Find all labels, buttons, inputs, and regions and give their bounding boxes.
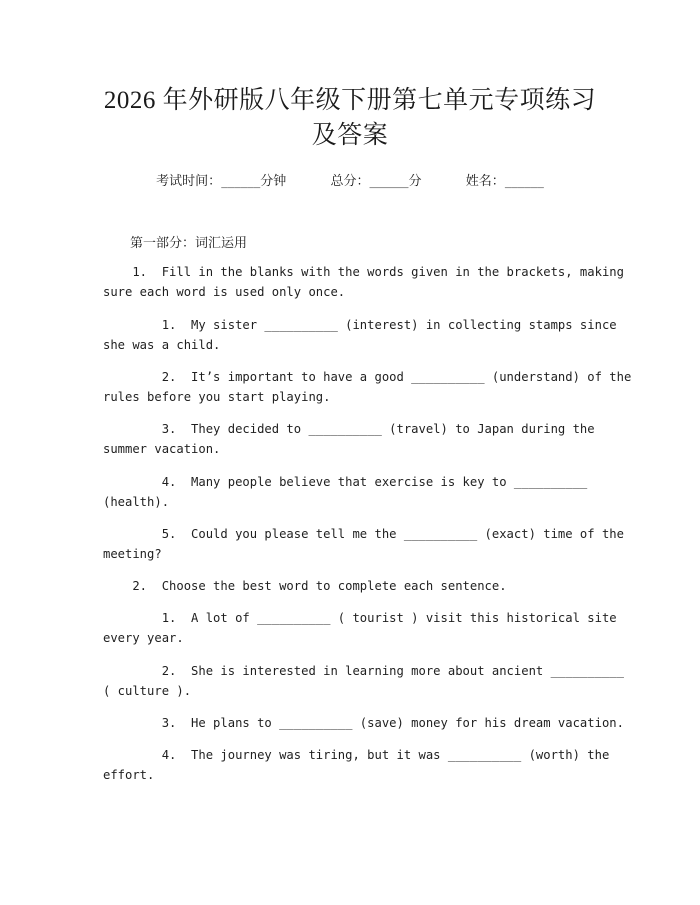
exam-meta-line xyxy=(0,170,700,189)
exercise-paragraph xyxy=(103,315,617,355)
exercise-paragraph xyxy=(103,419,603,459)
exercise-line: sure each word is used only once. xyxy=(103,285,346,299)
exercise-paragraph xyxy=(103,262,624,302)
score-label: 总分： xyxy=(330,174,370,189)
exercise-paragraph xyxy=(103,472,603,512)
exercise-line: 1. My sister __________ (interest) in collecting stamps since xyxy=(103,318,617,332)
name-label: 姓名： xyxy=(465,174,505,189)
exercise-paragraph xyxy=(103,661,624,701)
exercise-paragraph xyxy=(103,576,603,596)
exercise-paragraph xyxy=(103,524,624,564)
exercise-paragraph xyxy=(103,367,632,407)
exercise-line: 2. It’s important to have a good __________ (understand) of the xyxy=(103,370,632,384)
exercise-line: 1. Fill in the blanks with the words given in the brackets, making xyxy=(103,265,624,279)
exercise-line: 4. Many people believe that exercise is key to __________ xyxy=(103,475,588,489)
exercise-line: 3. They decided to __________ (travel) to Japan during the xyxy=(103,422,595,436)
exercise-line: 3. He plans to __________ (save) money for his dream vacation. xyxy=(103,716,624,730)
exercise-line: (health). xyxy=(103,495,170,509)
exercise-line: she was a child. xyxy=(103,338,221,352)
exercise-line: 2. She is interested in learning more about ancient __________ xyxy=(103,664,624,678)
exercise-paragraph xyxy=(103,608,617,648)
score-unit: 分 xyxy=(408,174,422,189)
exercise-line: effort. xyxy=(103,768,155,782)
exercise-line: 1. A lot of __________ ( tourist ) visit this historical site xyxy=(103,611,617,625)
exercise-line: rules before you start playing. xyxy=(103,390,331,404)
exercise-paragraph xyxy=(103,745,610,785)
document-title-line-2: 及答案 xyxy=(311,122,389,149)
exercise-line: summer vacation. xyxy=(103,442,221,456)
score-blank: ______ xyxy=(369,174,409,189)
time-blank: ______ xyxy=(221,174,261,189)
exercise-line: 5. Could you please tell me the __________ (exact) time of the xyxy=(103,527,624,541)
document-title-line-1: 2026 年外研版八年级下册第七单元专项练习 xyxy=(103,87,597,114)
name-blank: ______ xyxy=(504,174,544,189)
section-title: 第一部分：词汇运用 xyxy=(130,236,248,251)
exercise-line: 2. Choose the best word to complete each sentence. xyxy=(103,579,507,593)
time-unit: 分钟 xyxy=(260,174,287,189)
exercise-line: every year. xyxy=(103,631,184,645)
exercise-paragraph xyxy=(103,713,624,733)
exercise-line: meeting? xyxy=(103,547,162,561)
time-label: 考试时间： xyxy=(156,174,222,189)
exercise-line: 4. The journey was tiring, but it was __________ (worth) the xyxy=(103,748,610,762)
exercise-line: ( culture ). xyxy=(103,684,192,698)
